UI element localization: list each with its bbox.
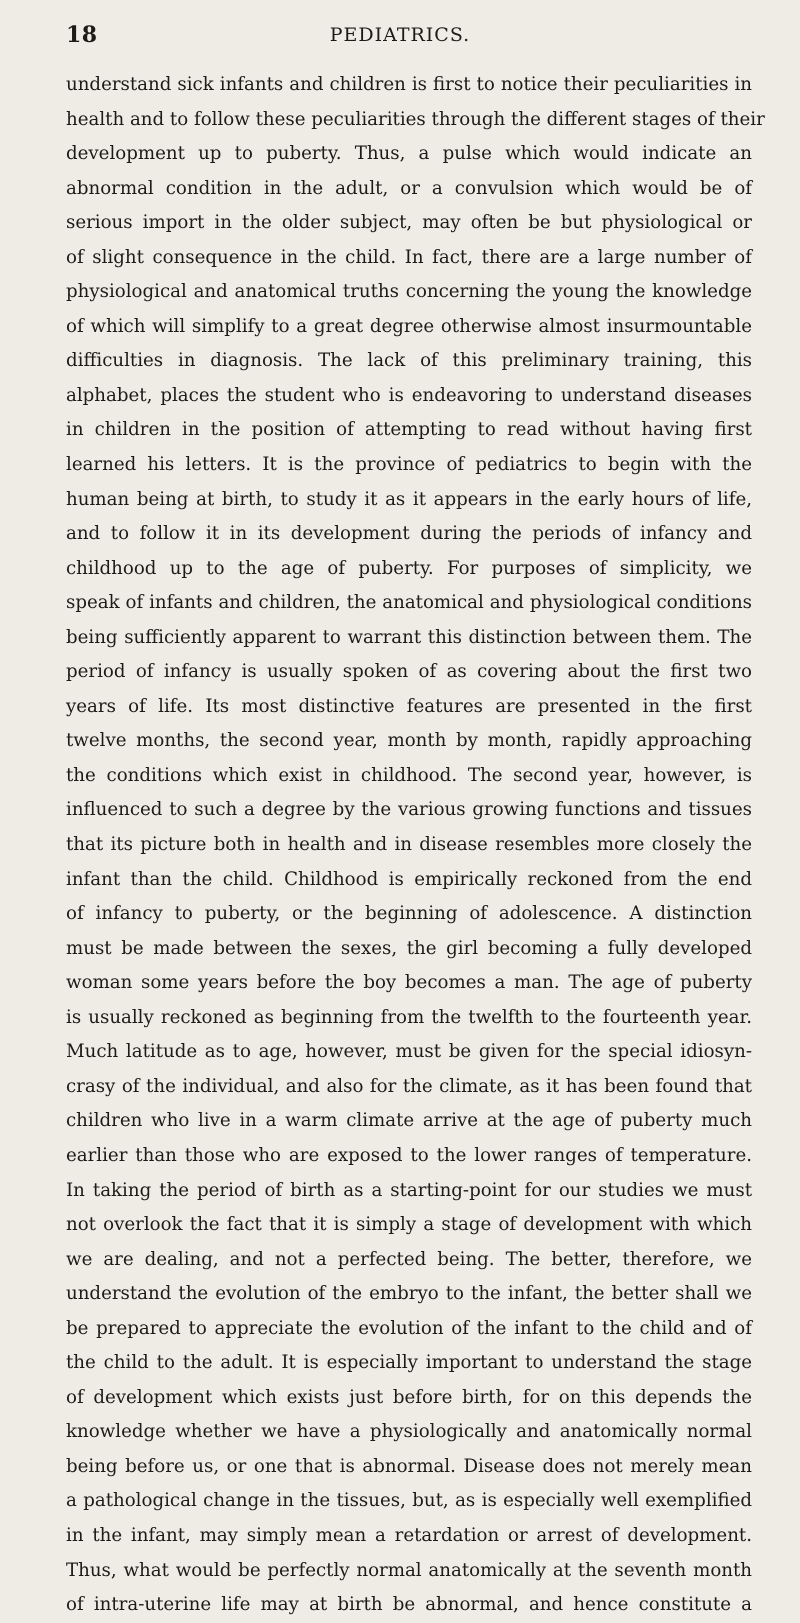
text-line: we are dealing, and not a perfected being. The better, therefore, we xyxy=(66,1248,752,1270)
text-line: children who live in a warm climate arrive at the age of puberty much xyxy=(66,1110,752,1132)
text-line: Thus, what would be perfectly normal anatomically at the seventh month xyxy=(66,1559,752,1581)
text-line: knowledge whether we have a physiologically and anatomically normal xyxy=(66,1421,752,1443)
text-line: the child to the adult. It is especially important to understand the stage xyxy=(66,1352,752,1374)
running-head: PEDIATRICS. xyxy=(329,24,471,46)
text-line: influenced to such a degree by the various growing functions and tissues xyxy=(66,799,752,821)
text-line: abnormal condition in the adult, or a convulsion which would be of xyxy=(66,177,752,199)
text-line: not overlook the fact that it is simply a stage of development with which xyxy=(66,1214,752,1236)
text-line: serious import in the older subject, may often be but physiological or xyxy=(66,212,752,234)
page-number: 18 xyxy=(66,22,98,48)
text-line: human being at birth, to study it as it appears in the early hours of life, xyxy=(66,488,752,510)
text-line: period of infancy is usually spoken of as covering about the first two xyxy=(66,661,752,683)
text-line: physiological and anatomical truths concerning the young the knowledge xyxy=(66,281,752,303)
text-line: in children in the position of attempting to read without having first xyxy=(66,419,752,441)
text-line: childhood up to the age of puberty. For purposes of simplicity, we xyxy=(66,557,752,579)
text-line: In taking the period of birth as a starting-point for our studies we must xyxy=(66,1179,752,1201)
text-line: speak of infants and children, the anatomical and physiological conditions xyxy=(66,592,752,614)
text-line: of development which exists just before birth, for on this depends the xyxy=(66,1386,752,1408)
text-line: must be made between the sexes, the girl becoming a fully developed xyxy=(66,937,752,959)
text-line: of slight consequence in the child. In fact, there are a large number of xyxy=(66,246,752,268)
text-line: in the infant, may simply mean a retardation or arrest of development. xyxy=(66,1524,752,1546)
text-line: alphabet, places the student who is endeavoring to understand diseases xyxy=(66,384,752,406)
text-line: difficulties in diagnosis. The lack of this preliminary training, this xyxy=(66,350,752,372)
text-line: being sufficiently apparent to warrant this distinction between them. The xyxy=(66,626,752,648)
text-line: development up to puberty. Thus, a pulse which would indicate an xyxy=(66,143,752,165)
text-line: of which will simplify to a great degree otherwise almost insurmountable xyxy=(66,315,752,337)
text-line: infant than the child. Childhood is empirically reckoned from the end xyxy=(66,868,752,890)
text-line: and to follow it in its development during the periods of infancy and xyxy=(66,523,752,545)
text-line: understand the evolution of the embryo to the infant, the better shall we xyxy=(66,1283,752,1305)
text-line: woman some years before the boy becomes a man. The age of puberty xyxy=(66,972,752,994)
text-line: years of life. Its most distinctive features are presented in the first xyxy=(66,695,752,717)
text-line: that its picture both in health and in disease resembles more closely the xyxy=(66,834,752,856)
text-line: being before us, or one that is abnormal. Disease does not merely mean xyxy=(66,1455,752,1477)
text-line: of intra-uterine life may at birth be abnormal, and hence constitute a xyxy=(66,1594,752,1616)
text-line: twelve months, the second year, month by month, rapidly approaching xyxy=(66,730,752,752)
text-line: understand sick infants and children is first to notice their peculiarities in xyxy=(66,74,752,95)
text-line: a pathological change in the tissues, but, as is especially well exemplified xyxy=(66,1490,752,1512)
text-line: Much latitude as to age, however, must be given for the special idiosyn- xyxy=(66,1041,752,1063)
text-line: earlier than those who are exposed to the lower ranges of temperature. xyxy=(66,1144,752,1166)
text-line: health and to follow these peculiarities through the different stages of their xyxy=(66,108,765,130)
text-line: learned his letters. It is the province of pediatrics to begin with the xyxy=(66,454,752,476)
text-line: is usually reckoned as beginning from the twelfth to the fourteenth year. xyxy=(66,1006,752,1028)
text-line: the conditions which exist in childhood. The second year, however, is xyxy=(66,764,752,786)
text-line: crasy of the individual, and also for the climate, as it has been found that xyxy=(66,1075,752,1097)
text-line: be prepared to appreciate the evolution of the infant to the child and of xyxy=(66,1317,752,1339)
text-line: of infancy to puberty, or the beginning of adolescence. A distinction xyxy=(66,903,752,925)
body-paragraph xyxy=(66,68,765,1623)
